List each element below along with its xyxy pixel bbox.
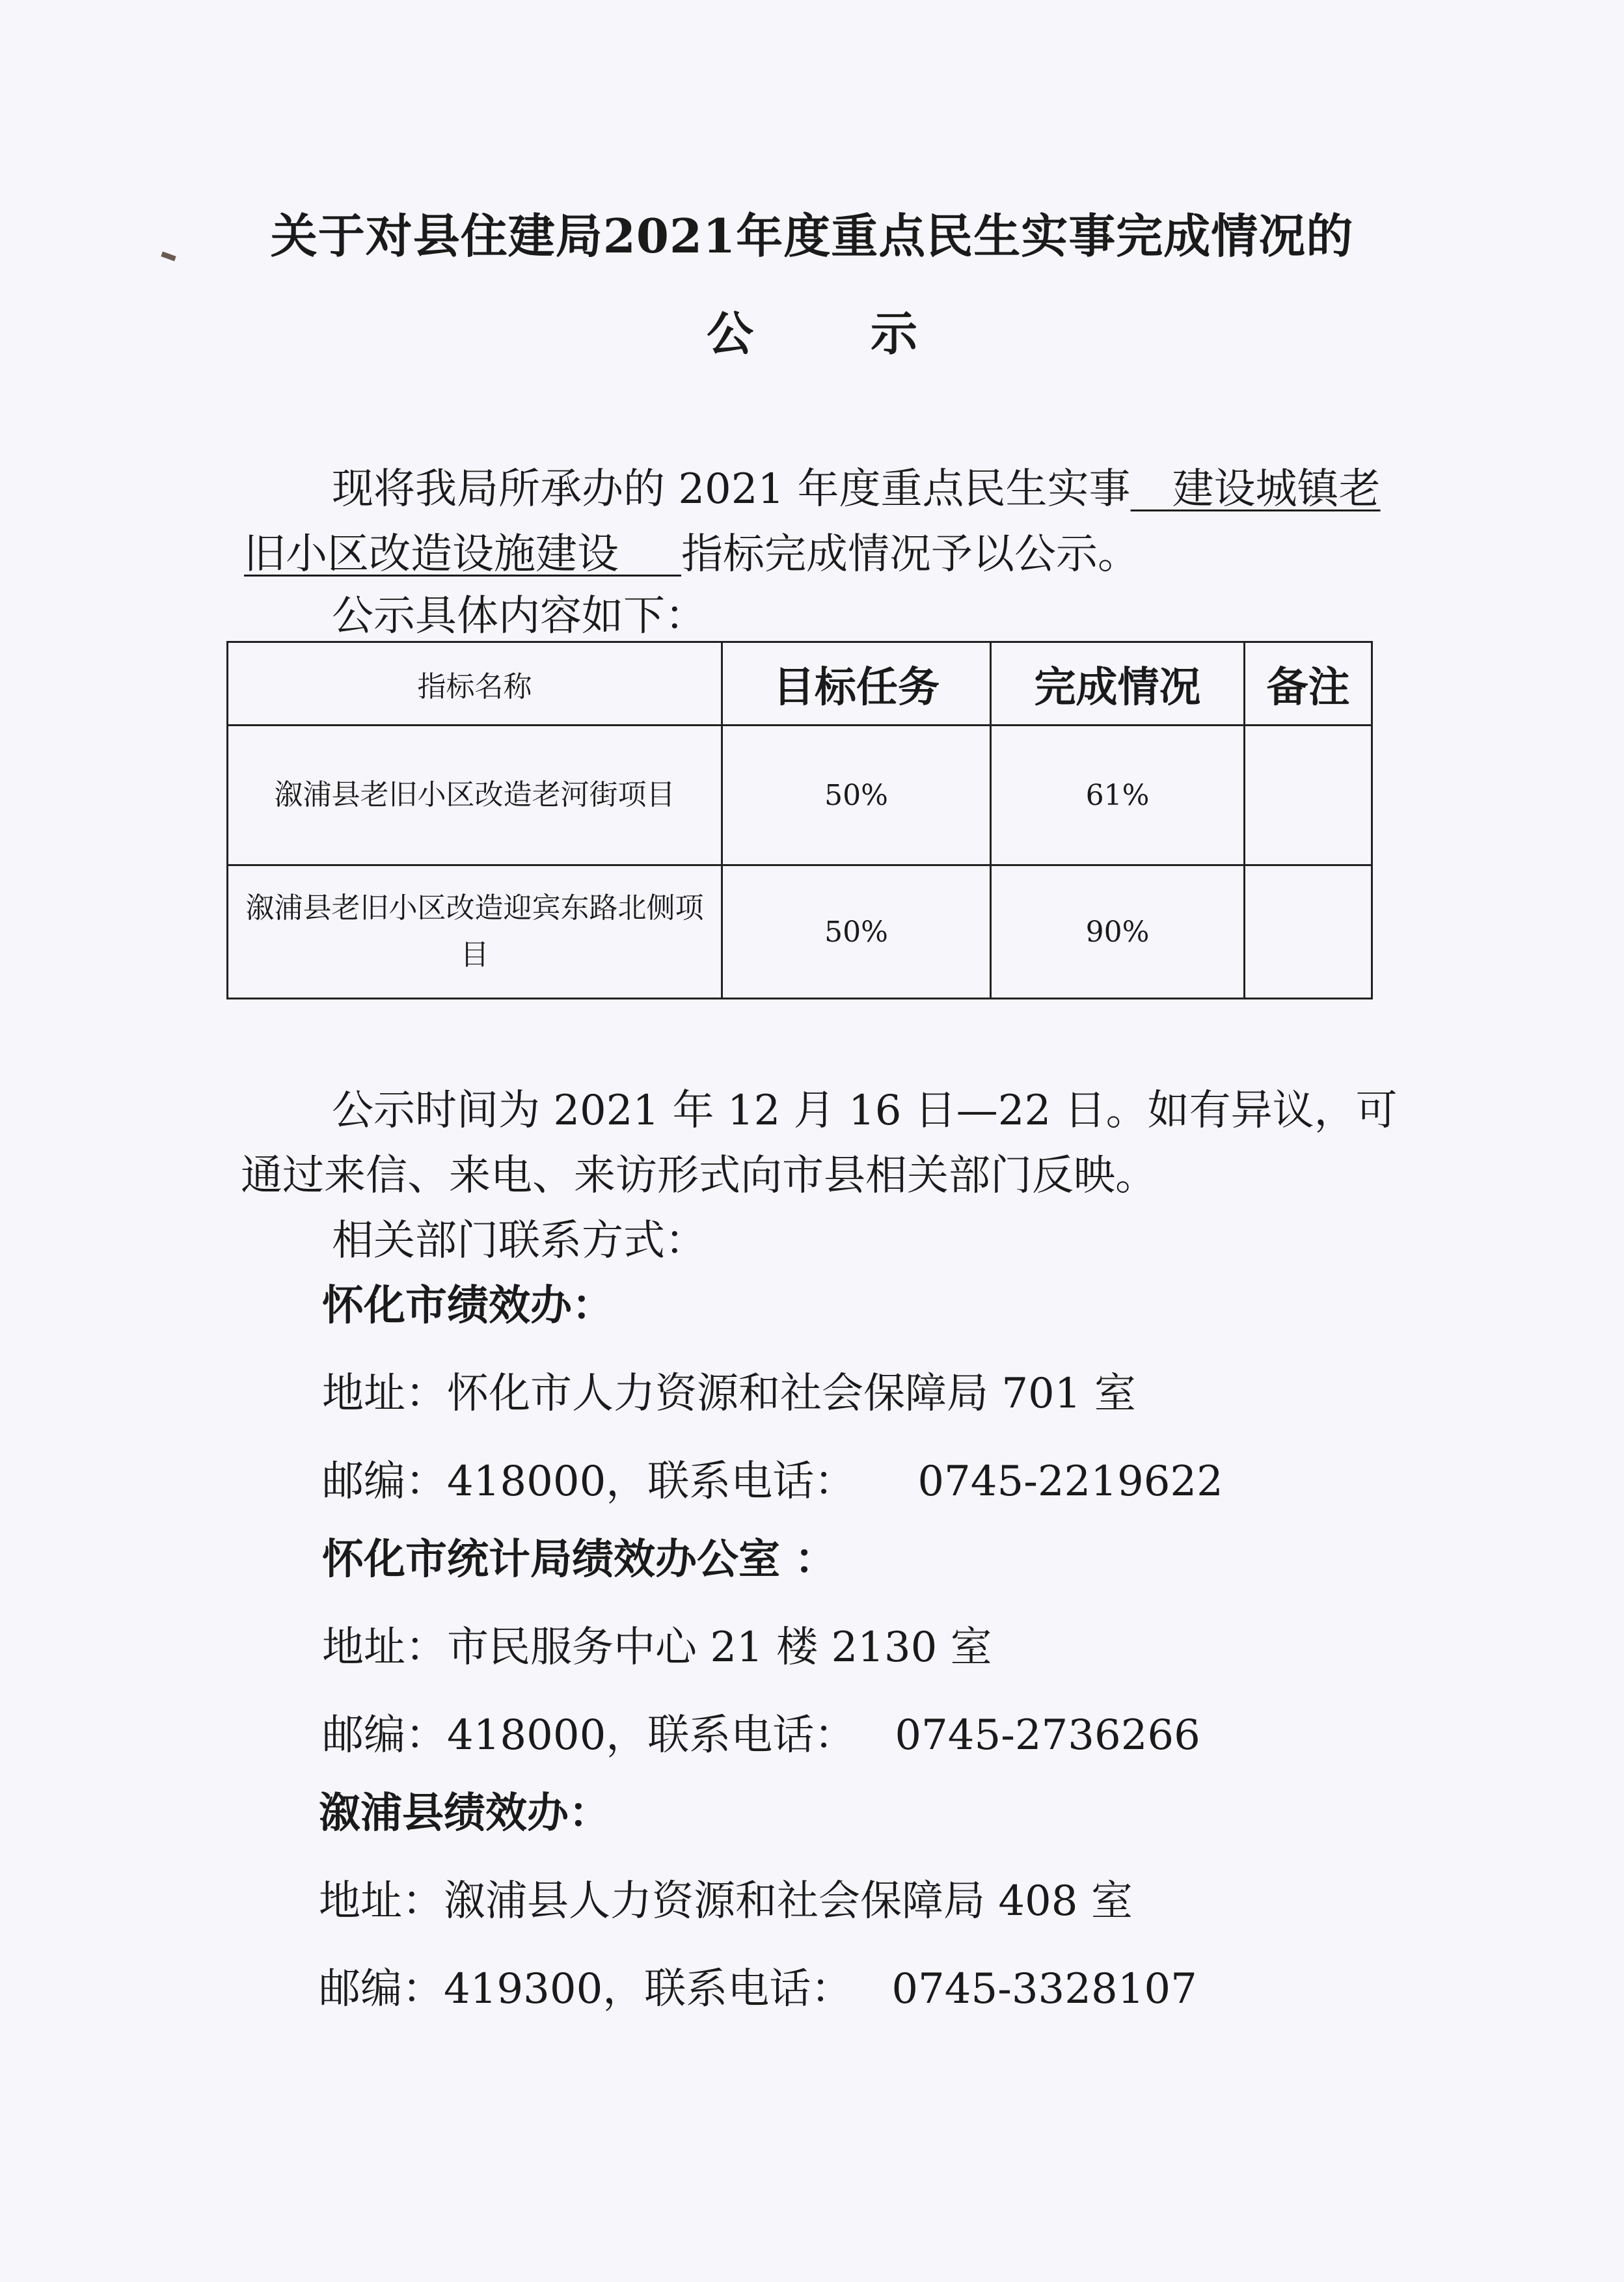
contact-2-org: 怀化市统计局绩效办公室 ：: [322, 1535, 837, 1584]
row-1-note: [1245, 726, 1372, 865]
subtitle-char-2: 示: [871, 306, 918, 361]
row-1-target: 50%: [722, 726, 991, 865]
intro-underlined-1: 建设城镇老: [1172, 465, 1381, 513]
row-2-done: 90%: [991, 865, 1245, 999]
contact-1-postal: 邮编：418000，联系电话：: [322, 1458, 856, 1506]
notice-line-3: 相关部门联系方式：: [332, 1217, 707, 1265]
header-completion: 完成情况: [991, 642, 1245, 726]
document-subtitle: [0, 296, 1624, 364]
row-1-name: 溆浦县老旧小区改造老河街项目: [228, 726, 722, 865]
intro-line-1: [332, 455, 1381, 515]
table-header-row: [228, 642, 1372, 726]
notice-line-1: 公示时间为 2021 年 12 月 16 日—22 日。如有异议，可: [332, 1087, 1398, 1135]
intro-underlined-2: 旧小区改造设施建设: [244, 530, 619, 578]
header-indicator-name: 指标名称: [228, 642, 722, 726]
contact-2-postal: 邮编：418000，联系电话：: [322, 1711, 856, 1759]
table-row: [228, 726, 1372, 865]
contact-2-postal-line: [322, 1702, 1200, 1761]
contact-3-address: 地址：溆浦县人力资源和社会保障局 408 室: [319, 1877, 1133, 1925]
document-title: 关于对县住建局2021年度重点民生实事完成情况的: [270, 208, 1354, 264]
row-1-done: 61%: [991, 726, 1245, 865]
contact-2-phone: 0745-2736266: [895, 1711, 1200, 1759]
header-remark: 备注: [1245, 642, 1372, 726]
contact-1-address: 地址：怀化市人力资源和社会保障局 701 室: [322, 1370, 1136, 1418]
header-target: 目标任务: [722, 642, 991, 726]
contact-3-postal: 邮编：419300，联系电话：: [319, 1965, 853, 2013]
row-2-target: 50%: [722, 865, 991, 999]
intro-prefix: 现将我局所承办的 2021 年度重点民生实事: [332, 465, 1131, 513]
subtitle-char-1: 公: [706, 306, 753, 361]
contact-2-address: 地址：市民服务中心 21 楼 2130 室: [322, 1623, 992, 1672]
notice-line-2: 通过来信、来电、来访形式向市县相关部门反映。: [241, 1152, 1157, 1200]
intro-line-2: [244, 521, 1139, 580]
row-2-name: 溆浦县老旧小区改造迎宾东路北侧项目: [228, 865, 722, 999]
contact-3-phone: 0745-3328107: [891, 1965, 1197, 2013]
contact-3-postal-line: [319, 1955, 1197, 2015]
table-row: [228, 865, 1372, 999]
contact-1-postal-line: [322, 1448, 1223, 1508]
indicator-table: [226, 641, 1373, 999]
contact-1-phone: 0745-2219622: [917, 1458, 1223, 1506]
contact-1-org: 怀化市绩效办：: [322, 1281, 614, 1330]
intro-suffix: 指标完成情况予以公示。: [681, 530, 1139, 578]
intro-line-3: 公示具体内容如下：: [332, 592, 707, 640]
contact-3-org: 溆浦县绩效办：: [319, 1789, 610, 1838]
row-2-note: [1245, 865, 1372, 999]
